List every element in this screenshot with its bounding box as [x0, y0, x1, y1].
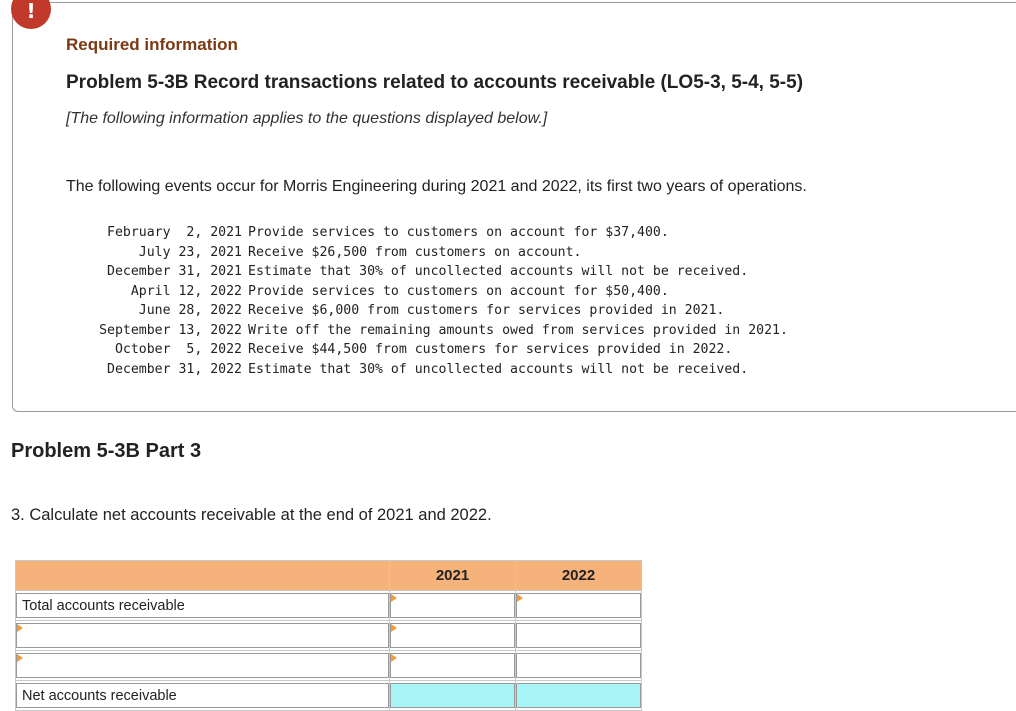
dropdown-marker-icon	[391, 594, 397, 602]
table-row	[16, 681, 642, 711]
net-ar-2022-input[interactable]	[516, 683, 641, 708]
event-row	[60, 262, 788, 282]
event-date: October 5, 2022	[114, 342, 242, 357]
event-text: Receive $44,500 from customers for services provided in 2022.	[248, 342, 733, 357]
event-text: Provide services to customers on account for $50,400.	[248, 283, 669, 299]
row-3-label-input[interactable]	[16, 653, 389, 678]
dropdown-marker-icon	[517, 594, 523, 602]
label-cell	[16, 681, 390, 711]
total-ar-2021-input[interactable]	[390, 593, 515, 618]
row-label: Net accounts receivable	[16, 683, 389, 708]
event-row	[60, 340, 788, 360]
row-2-2021-input[interactable]	[390, 623, 515, 648]
value-cell-2021	[390, 591, 516, 621]
event-row	[60, 301, 788, 321]
value-cell-2022	[516, 621, 642, 651]
required-information-heading: Required information	[66, 35, 238, 54]
part-title: Problem 5-3B Part 3	[11, 440, 202, 462]
event-row	[60, 321, 788, 341]
row-2-2022-input[interactable]	[516, 623, 641, 648]
event-date: December 31, 2022	[107, 361, 242, 377]
value-cell-2022	[516, 591, 642, 621]
total-ar-2022-input[interactable]	[516, 593, 641, 618]
dropdown-marker-icon	[391, 654, 397, 662]
event-row	[60, 243, 788, 263]
row-2-label-input[interactable]	[16, 623, 389, 648]
label-cell	[16, 651, 390, 681]
table-row	[16, 621, 642, 651]
value-cell-2021	[390, 621, 516, 651]
row-3-2022-input[interactable]	[516, 653, 641, 678]
events-list	[60, 223, 788, 379]
event-date: April 12, 2022	[130, 283, 242, 299]
value-cell-2021	[390, 681, 516, 711]
dropdown-marker-icon	[17, 654, 23, 662]
intro-text: The following events occur for Morris Engineering during 2021 and 2022, its first two years of operations.	[66, 178, 807, 195]
question-text: 3. Calculate net accounts receivable at the end of 2021 and 2022.	[11, 506, 492, 524]
table-row	[16, 651, 642, 681]
net-ar-table	[15, 560, 642, 711]
table-row	[16, 591, 642, 621]
row-3-2021-input[interactable]	[390, 653, 515, 678]
event-text: Estimate that 30% of uncollected accounts will not be received.	[248, 361, 749, 377]
dropdown-marker-icon	[391, 624, 397, 632]
value-cell-2022	[516, 681, 642, 711]
event-text: Estimate that 30% of uncollected accounts will not be received.	[248, 264, 749, 279]
event-date: June 28, 2022	[138, 303, 242, 318]
event-text: Receive $6,000 from customers for services provided in 2021.	[248, 303, 725, 318]
problem-title: Problem 5-3B Record transactions related to accounts receivable (LO5-3, 5-4, 5-5)	[66, 72, 804, 93]
dropdown-marker-icon	[17, 624, 23, 632]
header-blank-cell	[16, 561, 390, 591]
net-ar-2021-input[interactable]	[390, 683, 515, 708]
event-row	[60, 223, 788, 243]
label-cell	[16, 591, 390, 621]
row-label: Total accounts receivable	[16, 593, 389, 618]
value-cell-2022	[516, 651, 642, 681]
header-2022: 2022	[516, 561, 642, 591]
label-cell	[16, 621, 390, 651]
applies-note: [The following information applies to the questions displayed below.]	[66, 110, 548, 127]
header-2021: 2021	[390, 561, 516, 591]
event-date: December 31, 2021	[107, 264, 242, 279]
event-text: Provide services to customers on account for $37,400.	[248, 225, 669, 240]
event-date: September 13, 2022	[99, 322, 242, 338]
event-row	[60, 282, 788, 302]
table-header-row	[16, 561, 642, 591]
event-text: Write off the remaining amounts owed from services provided in 2021.	[248, 322, 788, 338]
event-date: February 2, 2021	[107, 225, 242, 240]
event-date: July 23, 2021	[138, 244, 242, 260]
alert-icon: !	[11, 0, 51, 29]
event-text: Receive $26,500 from customers on account.	[248, 244, 582, 260]
value-cell-2021	[390, 651, 516, 681]
event-row	[60, 360, 788, 380]
